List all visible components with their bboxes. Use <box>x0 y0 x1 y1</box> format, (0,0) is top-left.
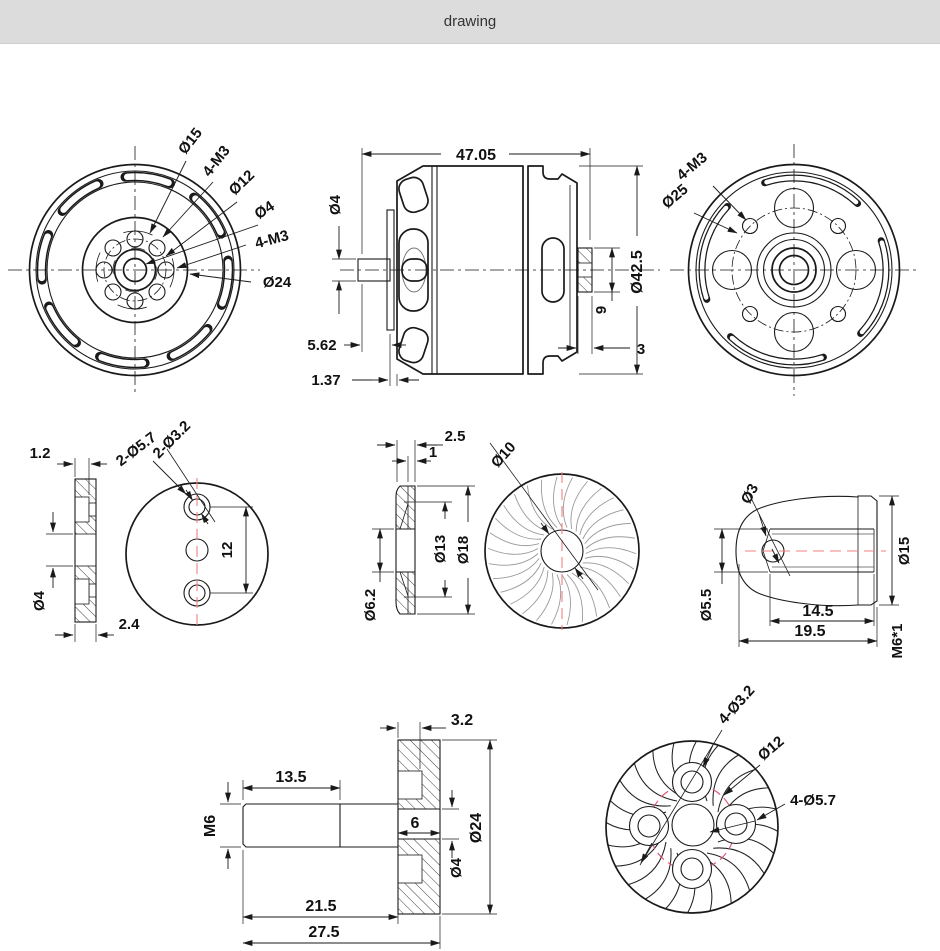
dim-label: 1.2 <box>29 445 51 462</box>
dim-label: Ø15 <box>896 536 913 566</box>
dim-label: Ø42.5 <box>629 250 646 294</box>
dim-label: 4-M3 <box>253 227 291 253</box>
dim-label: 5.62 <box>307 337 337 354</box>
dim-label: Ø4 <box>327 194 344 216</box>
dim-label: 2.5 <box>444 428 466 445</box>
dim-label: Ø24 <box>468 812 485 844</box>
dim-label: 14.5 <box>802 603 834 620</box>
dim-label: Ø15 <box>175 124 206 158</box>
dim-label: 47.05 <box>455 147 497 164</box>
spinner-section-view <box>698 481 913 658</box>
dim-label: Ø5.5 <box>698 588 715 622</box>
technical-drawing-svg <box>0 44 940 951</box>
dim-label: 3.2 <box>450 712 474 729</box>
dim-label: 1.37 <box>311 372 341 389</box>
dim-label: Ø4 <box>31 590 48 612</box>
dim-label: 2-Ø5.7 <box>112 428 160 470</box>
dim-label: Ø24 <box>262 274 292 291</box>
dim-label: 3 <box>636 341 646 358</box>
dim-label: Ø25 <box>658 180 692 213</box>
dim-label: M6*1 <box>889 623 906 659</box>
dim-label: Ø12 <box>754 732 788 765</box>
dim-label: 4-Ø3.2 <box>714 682 759 728</box>
washer-section-view <box>362 428 475 621</box>
dim-label: M6 <box>202 814 219 838</box>
mount-plate-section-view <box>30 445 141 642</box>
dim-label: 4-M3 <box>673 149 711 185</box>
fan-front-view <box>606 682 836 913</box>
dim-label: 12 <box>219 541 236 559</box>
dim-label: Ø10 <box>487 438 520 472</box>
motor-front-view <box>8 125 292 394</box>
motor-back-view <box>659 144 918 396</box>
dim-label: 1 <box>428 444 438 461</box>
dim-label: 2.4 <box>118 616 140 633</box>
dim-label: 4-M3 <box>199 142 234 180</box>
prop-adapter-section-view <box>202 712 497 949</box>
dim-label: 2-Ø3.2 <box>149 417 195 463</box>
dim-label: 13.5 <box>275 769 307 786</box>
dim-label: Ø6.2 <box>362 588 379 622</box>
dim-label: 19.5 <box>794 623 826 640</box>
drawing-canvas <box>0 44 940 951</box>
dim-label: Ø12 <box>225 166 258 199</box>
motor-side-view <box>307 147 660 389</box>
title-bar <box>0 0 940 44</box>
dim-label: 9 <box>593 305 610 315</box>
page-title: drawing <box>443 13 497 30</box>
mount-plate-front-view <box>113 418 268 630</box>
dim-label: Ø4 <box>448 857 465 879</box>
turbine-front-view <box>485 439 639 630</box>
dim-label: 6 <box>410 815 420 832</box>
dim-label: Ø3 <box>737 481 763 507</box>
dim-label: Ø18 <box>455 535 472 565</box>
dim-label: 27.5 <box>308 924 340 941</box>
dim-label: Ø13 <box>432 534 449 564</box>
dim-label: 4-Ø5.7 <box>790 792 836 809</box>
dim-label: Ø4 <box>251 197 278 223</box>
dim-label: 21.5 <box>305 898 337 915</box>
